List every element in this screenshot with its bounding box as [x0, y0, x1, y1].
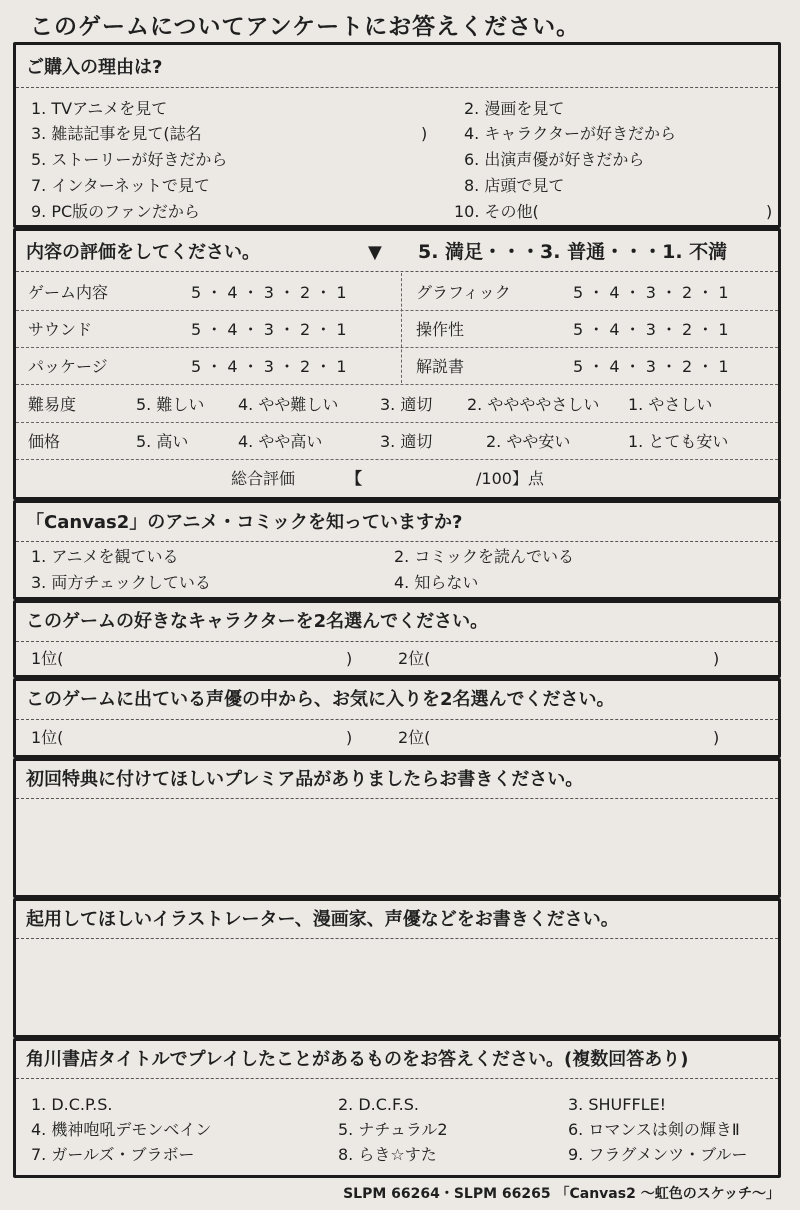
- price-label: 価格: [28, 432, 61, 451]
- rating-scale[interactable]: 5 ・ 4 ・ 3 ・ 2 ・ 1: [573, 283, 729, 302]
- q6-heading: 初回特典に付けてほしいプレミア品がありましたらお書きください。: [26, 769, 584, 790]
- q4-heading: このゲームの好きなキャラクターを2名選んでください。: [26, 611, 489, 632]
- q1-close-paren: ): [421, 124, 428, 143]
- q6-answer-area[interactable]: [16, 801, 778, 895]
- divider: [16, 938, 778, 939]
- q3-box: [13, 500, 781, 600]
- divider: [16, 641, 778, 642]
- q5-first-field[interactable]: 1位(: [31, 728, 64, 747]
- q2-box: [13, 228, 781, 500]
- rating-label: グラフィック: [416, 283, 511, 302]
- divider: [401, 273, 402, 383]
- q5-close-paren: ): [346, 728, 353, 747]
- rating-label: サウンド: [28, 320, 93, 339]
- divider: [16, 459, 778, 460]
- q8-option[interactable]: 4. 機神咆吼デモンベイン: [31, 1120, 212, 1139]
- q5-second-field[interactable]: 2位(: [398, 728, 431, 747]
- q8-option[interactable]: 2. D.C.F.S.: [338, 1095, 419, 1114]
- q7-box: [13, 898, 781, 1038]
- difficulty-option[interactable]: 5. 難しい: [136, 395, 205, 414]
- rating-scale[interactable]: 5 ・ 4 ・ 3 ・ 2 ・ 1: [573, 357, 729, 376]
- q7-answer-area[interactable]: [16, 941, 778, 1035]
- q1-option[interactable]: 4. キャラクターが好きだから: [464, 124, 677, 143]
- price-option[interactable]: 5. 高い: [136, 432, 189, 451]
- q4-second-field[interactable]: 2位(: [398, 649, 431, 668]
- q1-heading: ご購入の理由は?: [26, 57, 163, 78]
- q2-scale: 5. 満足・・・3. 普通・・・1. 不満: [418, 241, 728, 263]
- q8-heading: 角川書店タイトルでプレイしたことがあるものをお答えください。(複数回答あり): [26, 1049, 689, 1070]
- q6-box: [13, 758, 781, 898]
- q5-heading: このゲームに出ている声優の中から、お気に入りを2名選んでください。: [26, 689, 615, 710]
- rating-scale[interactable]: 5 ・ 4 ・ 3 ・ 2 ・ 1: [191, 357, 347, 376]
- q8-option[interactable]: 3. SHUFFLE!: [568, 1095, 667, 1114]
- q8-option[interactable]: 8. らき☆すた: [338, 1145, 437, 1164]
- overall-open-bracket: 【: [346, 469, 363, 488]
- price-option[interactable]: 4. やや高い: [238, 432, 323, 451]
- rating-scale[interactable]: 5 ・ 4 ・ 3 ・ 2 ・ 1: [191, 283, 347, 302]
- q5-close-paren: ): [713, 728, 720, 747]
- q3-option[interactable]: 4. 知らない: [394, 573, 479, 592]
- difficulty-option[interactable]: 1. やさしい: [628, 395, 713, 414]
- divider: [16, 271, 778, 272]
- q1-box: [13, 42, 781, 228]
- difficulty-option[interactable]: 3. 適切: [380, 395, 433, 414]
- q1-option[interactable]: 2. 漫画を見て: [464, 99, 565, 118]
- down-arrow-icon: ▼: [368, 242, 382, 263]
- q8-box: [13, 1038, 781, 1178]
- q1-option[interactable]: 9. PC版のファンだから: [31, 202, 200, 221]
- divider: [16, 798, 778, 799]
- q4-first-field[interactable]: 1位(: [31, 649, 64, 668]
- q4-close-paren: ): [713, 649, 720, 668]
- q2-heading: 内容の評価をしてください。: [26, 242, 260, 263]
- q1-option[interactable]: 5. ストーリーが好きだから: [31, 150, 228, 169]
- q5-box: [13, 678, 781, 758]
- rating-scale[interactable]: 5 ・ 4 ・ 3 ・ 2 ・ 1: [573, 320, 729, 339]
- divider: [16, 87, 778, 88]
- q1-option[interactable]: 6. 出演声優が好きだから: [464, 150, 645, 169]
- rating-label: パッケージ: [28, 357, 108, 376]
- overall-label: 総合評価: [231, 469, 296, 488]
- rating-label: 解説書: [416, 357, 465, 376]
- divider: [16, 422, 778, 423]
- rating-scale[interactable]: 5 ・ 4 ・ 3 ・ 2 ・ 1: [191, 320, 347, 339]
- overall-score-field[interactable]: /100】点: [476, 469, 544, 488]
- q1-close-paren: ): [766, 202, 773, 221]
- price-option[interactable]: 2. やや安い: [486, 432, 571, 451]
- q8-option[interactable]: 1. D.C.P.S.: [31, 1095, 113, 1114]
- q8-option[interactable]: 6. ロマンスは剣の輝きⅡ: [568, 1120, 740, 1139]
- rating-label: ゲーム内容: [28, 283, 109, 302]
- footer-product-code: SLPM 66264・SLPM 66265 「Canvas2 ～虹色のスケッチ～」: [343, 1186, 780, 1202]
- divider: [16, 347, 778, 348]
- divider: [16, 1078, 778, 1079]
- q4-box: [13, 600, 781, 678]
- q1-option[interactable]: 1. TVアニメを見て: [31, 99, 168, 118]
- price-option[interactable]: 3. 適切: [380, 432, 433, 451]
- q3-option[interactable]: 1. アニメを観ている: [31, 547, 179, 566]
- divider: [16, 384, 778, 385]
- price-option[interactable]: 1. とても安い: [628, 432, 729, 451]
- q3-heading: 「Canvas2」のアニメ・コミックを知っていますか?: [26, 512, 463, 533]
- divider: [16, 719, 778, 720]
- q8-option[interactable]: 7. ガールズ・ブラボー: [31, 1145, 195, 1164]
- q1-option[interactable]: 8. 店頭で見て: [464, 176, 565, 195]
- page-title: このゲームについてアンケートにお答えください。: [30, 14, 581, 40]
- q4-close-paren: ): [346, 649, 353, 668]
- rating-label: 操作性: [416, 320, 465, 339]
- divider: [16, 541, 778, 542]
- difficulty-option[interactable]: 4. やや難しい: [238, 395, 339, 414]
- difficulty-label: 難易度: [28, 395, 77, 414]
- q1-option[interactable]: 10. その他(: [454, 202, 539, 221]
- q8-option[interactable]: 5. ナチュラル2: [338, 1120, 448, 1139]
- q8-option[interactable]: 9. フラグメンツ・ブルー: [568, 1145, 748, 1164]
- q3-option[interactable]: 3. 両方チェックしている: [31, 573, 211, 592]
- difficulty-option[interactable]: 2. ややややさしい: [467, 395, 600, 414]
- q1-option[interactable]: 3. 雑誌記事を見て(誌名: [31, 124, 202, 143]
- q7-heading: 起用してほしいイラストレーター、漫画家、声優などをお書きください。: [26, 909, 619, 930]
- divider: [16, 310, 778, 311]
- q3-option[interactable]: 2. コミックを読んでいる: [394, 547, 575, 566]
- q1-option[interactable]: 7. インターネットで見て: [31, 176, 210, 195]
